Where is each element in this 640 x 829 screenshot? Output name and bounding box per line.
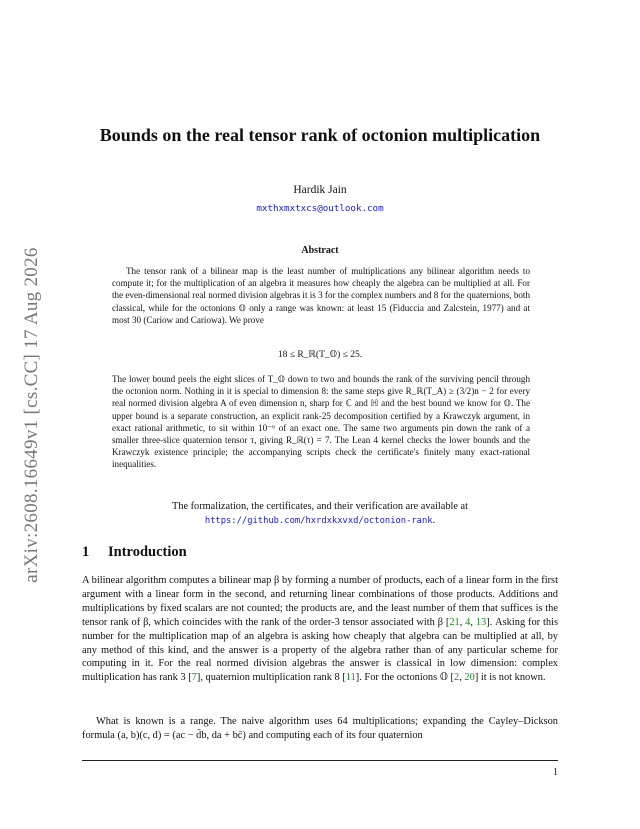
intro-text-b: ]. Asking for this number for the multiplication map of an algebra is asking how cheaply that algebra can be multiplied at all, by any method of this kind, and the answer is a property of the algebra rather than of any particular scheme for computing in it. For the real normed division algebras the answer is classical in low dimension: complex multiplication has rank 3 [ [82, 616, 558, 684]
arxiv-sidebar [0, 0, 58, 829]
abstract-heading: Abstract [301, 245, 339, 256]
abstract-equation: 18 ≤ R_ℝ(T_𝕆) ≤ 25. [277, 350, 363, 360]
section-title: Introduction [108, 544, 187, 560]
availability-note [82, 500, 558, 528]
citation-link[interactable]: 11 [345, 672, 356, 684]
abstract-paragraph-1: The tensor rank of a bilinear map is the least number of multiplications any bilinear algorithm needs to compute it; for the multiplication of an algebra it measures how cheaply the algebra can be multiplied at all. For the even-dimensional real normed division algebras it is 3 for the complex numbers and 8 for the quaternions, both classical, while for the octonions 𝕆 only a range was known: at least 15 (Fiduccia and Zalcstein, 1977) and at most 30 (Cariow and Cariowa). We prove [112, 266, 530, 325]
arxiv-identifier: arXiv:2608.16649v1 [cs.CC] 17 Aug 2026 [21, 247, 42, 583]
intro-text-c: ], quaternion multiplication rank 8 [ [196, 672, 346, 684]
citation-link[interactable]: 7 [191, 672, 197, 684]
intro-paragraph-2: What is known is a range. The naive algorithm uses 64 multiplications; expanding the Cayley–Dickson formula (a, b)(c, d) = (ac − d̄b, da + bc̄) and computing each of its four quaternion [82, 716, 558, 741]
github-link[interactable]: https://github.com/hxrdxkxvxd/octonion-rank [204, 516, 433, 526]
citation-link[interactable]: 2 [454, 672, 460, 684]
intro-text-a: A bilinear algorithm computes a bilinear map β by forming a number of products, each of a linear form in the first argument with a linear form in the second, and returning linear combinations of those products. Additions and multiplications by fixed scalars are not counted; the products are, and the least number of them that suffices is the tensor rank of β, which coincides with the rank of the order-3 tensor associated with β [ [82, 575, 558, 628]
intro-text-e: ] it is not known. [474, 672, 546, 684]
section-number: 1 [82, 544, 90, 560]
page-number: 1 [553, 767, 558, 778]
intro-text-d: ]. For the octonions 𝕆 [ [355, 672, 455, 684]
intro-paragraph-1: A bilinear algorithm computes a bilinear map β by forming a number of products, each of a linear form in the first argument with a linear form in the second, and returning linear combinations of those products. Additions and multiplications by fixed scalars are not counted; the products are, and the least number of them that suffices is the tensor rank of β, which coincides with the rank of the order-3 tensor associated with β [21, 4, 13]. Asking for this number for the multiplication map of an algebra is asking how cheaply that algebra can be multiplied at all, by any method of this kind, and the answer is a property of the algebra rather than of any particular scheme for computing in it. For the real normed division algebras the answer is classical in low dimension: complex multiplication has rank 3 [7], quaternion multiplication rank 8 [11]. For the octonions 𝕆 [2, 20] it is not known. [82, 575, 558, 684]
paper-title: Bounds on the real tensor rank of octonion multiplication [99, 125, 541, 145]
author-name: Hardik Jain [293, 184, 347, 196]
availability-text: The formalization, the certificates, and their verification are available at [172, 501, 468, 512]
section-heading [82, 544, 187, 561]
author-email-link[interactable]: mxthxmxtxcs@outlook.com [256, 203, 384, 214]
availability-suffix: . [432, 515, 436, 526]
citation-link[interactable]: 20 [464, 672, 475, 684]
citation-link[interactable]: 4 [465, 616, 471, 628]
abstract-paragraph-2: The lower bound peels the eight slices of T_𝕆 down to two and bounds the rank of the surviving pencil through the octonion norm. Nothing in it is special to dimension 8: the same steps give R_ℝ(T_A) ≥ (3/2)n − 2 for every real normed division algebra A of even dimension n, sharp for ℂ and ℍ and the best bound we know for 𝕆. The upper bound is a separate construction, an explicit rank-25 decomposition certified by a Krawczyk argument, in exact rational arithmetic, to sit within 10⁻⁶ of an exact one. The same two arguments pin down the rank of a smaller three-slice quaternion tensor τ, giving R_ℝ(τ) = 7. The Lean 4 kernel checks the lower bounds and the Krawczyk existence principle; the accompanying scripts check the certificate's finitely many exact-rational inequalities. [112, 374, 530, 470]
footer-rule [82, 760, 558, 761]
citation-link[interactable]: 13 [475, 616, 487, 628]
citation-link[interactable]: 21 [449, 616, 460, 628]
